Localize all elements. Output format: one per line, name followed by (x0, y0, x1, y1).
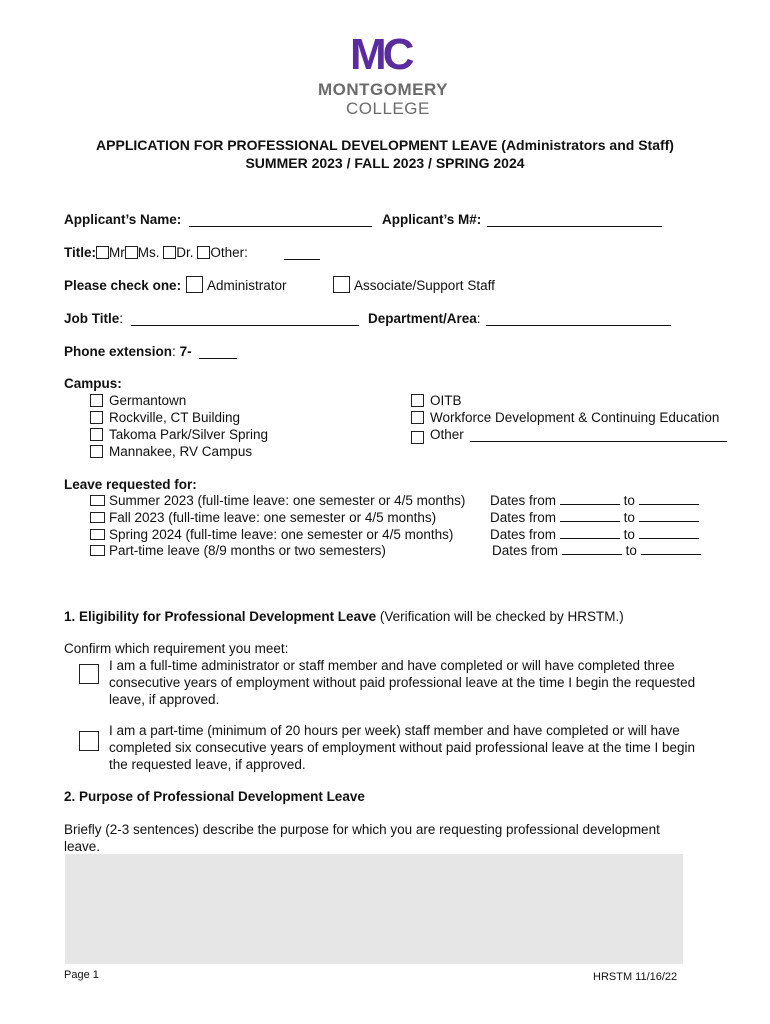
section1-heading-row (64, 609, 624, 624)
title-row (64, 245, 248, 260)
dates-row-3 (490, 527, 699, 542)
dates-to-label: to (625, 543, 637, 558)
title-mr-label: Mr (109, 245, 125, 260)
campus-oitb-checkbox[interactable] (411, 394, 424, 407)
fulltime-requirement-text: I am a full-time administrator or staff member and have completed or will have completed three consecutive years of employment without paid professional leave at the time I begin the requested leave, if approved. (109, 658, 696, 707)
leave-parttime-checkbox[interactable] (90, 545, 105, 556)
confirm-label: Confirm which requirement you meet: (64, 641, 289, 656)
associate-staff-label: Associate/Support Staff (354, 278, 495, 293)
leave-spring-label: Spring 2024 (full-time leave: one semester or 4/5 months) (109, 527, 454, 542)
section1-heading: 1. Eligibility for Professional Development Leave (64, 609, 377, 624)
campus-takoma-label: Takoma Park/Silver Spring (109, 427, 269, 442)
dates-from-label: Dates from (490, 527, 557, 542)
phone-prefix: 7- (179, 344, 192, 359)
parttime-requirement-text: I am a part-time (minimum of 20 hours per week) staff member and have completed or will have completed six consecutive years of employment without paid professional leave at the time I begin the requested leave, if approved. (109, 723, 696, 772)
dates-from-field[interactable] (562, 554, 622, 555)
parttime-requirement-checkbox[interactable] (79, 731, 99, 751)
leave-fall-checkbox[interactable] (90, 512, 105, 523)
job-title-label: Job Title (64, 311, 120, 326)
college-logo-mark: MC (350, 30, 411, 79)
campus-other-label: Other (430, 427, 464, 442)
campus-mannakee-label: Mannakee, RV Campus (109, 444, 253, 459)
dates-to-label: to (623, 527, 635, 542)
campus-germantown-checkbox[interactable] (90, 394, 103, 407)
applicant-m-field[interactable] (487, 226, 662, 227)
leave-summer-checkbox[interactable] (90, 495, 105, 506)
form-code: HRSTM 11/16/22 (593, 971, 678, 983)
dates-from-label: Dates from (490, 510, 557, 525)
title-mr-checkbox[interactable] (96, 246, 109, 259)
applicant-name-field[interactable] (189, 226, 372, 227)
job-title-row (64, 311, 123, 326)
dates-row-2 (490, 510, 699, 525)
dates-to-field[interactable] (639, 538, 699, 539)
section1-note: (Verification will be checked by HRSTM.) (379, 609, 624, 624)
associate-staff-checkbox[interactable] (333, 276, 350, 293)
fulltime-requirement-checkbox[interactable] (79, 664, 99, 684)
campus-workforce-label: Workforce Development & Continuing Education (430, 410, 720, 425)
leave-fall-label: Fall 2023 (full-time leave: one semester or 4/5 months) (109, 510, 437, 525)
section2-prompt: Briefly (2-3 sentences) describe the purpose for which you are requesting professional development leave. (64, 822, 660, 854)
phone-label: Phone extension (64, 344, 173, 359)
campus-label: Campus: (64, 376, 122, 391)
purpose-textarea[interactable] (65, 854, 683, 964)
department-label: Department/Area (368, 311, 477, 326)
check-one-label: Please check one: (64, 278, 182, 293)
dates-to-field[interactable] (639, 504, 699, 505)
phone-field[interactable] (199, 358, 237, 359)
campus-mannakee-checkbox[interactable] (90, 445, 103, 458)
applicant-m-label: Applicant’s M#: (382, 212, 482, 227)
administrator-checkbox[interactable] (186, 276, 203, 293)
leave-parttime-label: Part-time leave (8/9 months or two semesters) (109, 543, 386, 558)
dates-from-label: Dates from (490, 493, 557, 508)
title-other-checkbox[interactable] (197, 246, 210, 259)
phone-colon: : (172, 344, 176, 359)
campus-takoma-checkbox[interactable] (90, 428, 103, 441)
dates-to-field[interactable] (639, 521, 699, 522)
department-row (368, 311, 481, 326)
leave-summer-label: Summer 2023 (full-time leave: one semester or 4/5 months) (109, 493, 466, 508)
title-ms-label: Ms. (137, 245, 160, 260)
form-title: APPLICATION FOR PROFESSIONAL DEVELOPMENT LEAVE (Administrators and Staff) (96, 137, 674, 153)
campus-other-checkbox[interactable] (411, 431, 424, 444)
title-other-label: Other: (210, 245, 248, 260)
dates-from-field[interactable] (560, 521, 620, 522)
phone-row (64, 344, 192, 359)
department-colon: : (476, 311, 481, 326)
campus-oitb-label: OITB (430, 393, 462, 408)
campus-workforce-checkbox[interactable] (411, 411, 424, 424)
college-logo-subname: COLLEGE (346, 99, 430, 118)
dates-from-field[interactable] (560, 504, 620, 505)
dates-to-field[interactable] (641, 554, 701, 555)
dates-from-field[interactable] (560, 538, 620, 539)
leave-spring-checkbox[interactable] (90, 529, 105, 540)
administrator-label: Administrator (207, 278, 287, 293)
campus-rockville-label: Rockville, CT Building (109, 410, 241, 425)
job-title-colon: : (119, 311, 124, 326)
department-field[interactable] (486, 325, 671, 326)
dates-from-label: Dates from (492, 543, 559, 558)
dates-to-label: to (623, 493, 635, 508)
applicant-name-label: Applicant’s Name: (64, 212, 182, 227)
dates-row-4 (492, 543, 701, 558)
title-dr-checkbox[interactable] (163, 246, 176, 259)
dates-row-1 (490, 493, 699, 508)
job-title-field[interactable] (131, 325, 359, 326)
leave-label: Leave requested for: (64, 477, 197, 492)
page-number: Page 1 (64, 969, 99, 981)
title-ms-checkbox[interactable] (125, 246, 138, 259)
title-label: Title: (64, 245, 97, 260)
campus-germantown-label: Germantown (109, 393, 187, 408)
campus-rockville-checkbox[interactable] (90, 411, 103, 424)
title-dr-label: Dr. (176, 245, 194, 260)
dates-to-label: to (623, 510, 635, 525)
campus-other-field[interactable] (470, 441, 727, 442)
form-subtitle: SUMMER 2023 / FALL 2023 / SPRING 2024 (245, 155, 525, 171)
title-other-field[interactable] (284, 259, 320, 260)
college-logo-name: MONTGOMERY (318, 80, 448, 99)
section2-heading: 2. Purpose of Professional Development Leave (64, 789, 365, 804)
